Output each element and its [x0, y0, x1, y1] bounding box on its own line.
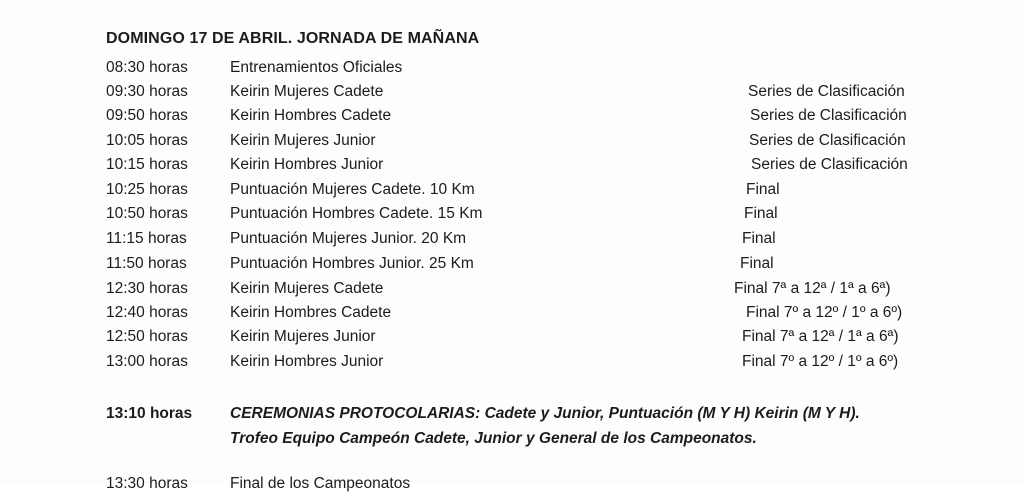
- row-time: 13:00 horas: [106, 353, 188, 370]
- row-time: 11:15 horas: [106, 230, 187, 247]
- row-phase: Final 7º a 12º / 1º a 6º): [746, 304, 903, 321]
- row-event: Entrenamientos Oficiales: [230, 59, 403, 76]
- schedule-row: [0, 80, 1024, 104]
- schedule-row: [0, 178, 1024, 202]
- row-phase: Series de Clasificación: [749, 132, 906, 149]
- schedule-row: [0, 202, 1024, 226]
- row-time: 12:40 horas: [106, 304, 188, 321]
- row-event: Keirin Mujeres Cadete: [230, 280, 384, 297]
- schedule-row: [0, 227, 1024, 251]
- row-event: Keirin Mujeres Cadete: [230, 83, 384, 100]
- row-event: Puntuación Hombres Junior. 25 Km: [230, 255, 474, 272]
- schedule-row: [0, 277, 1024, 301]
- row-event: Keirin Mujeres Junior: [230, 328, 376, 345]
- row-event: Keirin Hombres Cadete: [230, 304, 392, 321]
- row-time: 12:50 horas: [106, 328, 188, 345]
- ceremony-line-2: Trofeo Equipo Campeón Cadete, Junior y General de los Campeonatos.: [230, 430, 757, 447]
- schedule-row: [0, 56, 1024, 80]
- row-time: 10:05 horas: [106, 132, 188, 149]
- ceremony-time: 13:10 horas: [106, 405, 193, 422]
- schedule-row: [0, 153, 1024, 177]
- row-time: 09:50 horas: [106, 107, 188, 124]
- row-phase: Final: [744, 205, 778, 222]
- row-time: 12:30 horas: [106, 280, 188, 297]
- row-phase: Final: [740, 255, 774, 272]
- schedule-row: [0, 252, 1024, 276]
- cut-off-row-event: Final de los Campeonatos: [230, 475, 411, 492]
- row-event: Keirin Hombres Junior: [230, 353, 384, 370]
- row-phase: Final: [746, 181, 780, 198]
- schedule-row: [0, 350, 1024, 374]
- row-time: 10:25 horas: [106, 181, 188, 198]
- row-phase: Series de Clasificación: [750, 107, 907, 124]
- schedule-row: [0, 301, 1024, 325]
- schedule-heading: DOMINGO 17 DE ABRIL. JORNADA DE MAÑANA: [106, 30, 480, 47]
- row-phase: Final: [742, 230, 776, 247]
- schedule-row: [0, 104, 1024, 128]
- row-phase: Final 7ª a 12ª / 1ª a 6ª): [742, 328, 899, 345]
- schedule-row: [0, 129, 1024, 153]
- schedule-row: [0, 325, 1024, 349]
- row-phase: Final 7º a 12º / 1º a 6º): [742, 353, 899, 370]
- ceremony-line-1: CEREMONIAS PROTOCOLARIAS: Cadete y Junior, Puntuación (M Y H) Keirin (M Y H).: [230, 405, 860, 422]
- row-time: 10:50 horas: [106, 205, 188, 222]
- cut-off-row: [0, 472, 1024, 492]
- row-time: 11:50 horas: [106, 255, 187, 272]
- row-event: Puntuación Mujeres Cadete. 10 Km: [230, 181, 475, 198]
- row-event: Keirin Hombres Junior: [230, 156, 384, 173]
- row-time: 08:30 horas: [106, 59, 188, 76]
- row-time: 09:30 horas: [106, 83, 188, 100]
- row-time: 10:15 horas: [106, 156, 188, 173]
- cut-off-row-time: 13:30 horas: [106, 475, 188, 492]
- row-event: Keirin Hombres Cadete: [230, 107, 392, 124]
- row-event: Puntuación Mujeres Junior. 20 Km: [230, 230, 467, 247]
- row-event: Puntuación Hombres Cadete. 15 Km: [230, 205, 483, 222]
- row-phase: Series de Clasificación: [748, 83, 905, 100]
- row-event: Keirin Mujeres Junior: [230, 132, 376, 149]
- row-phase: Series de Clasificación: [751, 156, 908, 173]
- row-phase: Final 7ª a 12ª / 1ª a 6ª): [734, 280, 891, 297]
